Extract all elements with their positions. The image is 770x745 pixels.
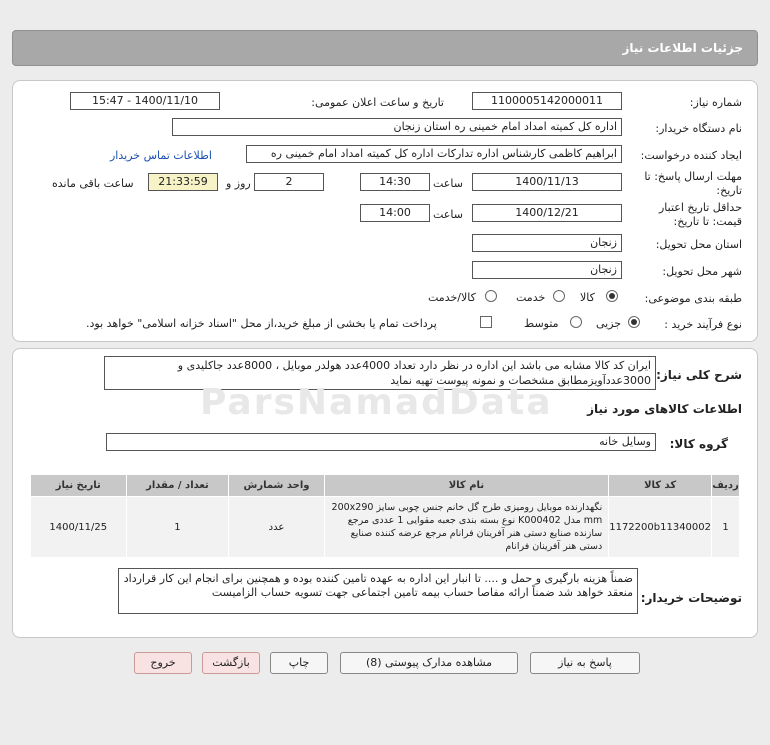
reply-button[interactable]: پاسخ به نیاز xyxy=(530,652,640,674)
category-option-service: خدمت xyxy=(516,291,546,304)
table-header-row xyxy=(31,475,740,497)
delivery-city-field: زنجان xyxy=(472,261,622,279)
col-code: کد کالا xyxy=(609,475,712,497)
delivery-city-label: شهر محل تحویل: xyxy=(662,265,742,278)
page-title: جزئیات اطلاعات نیاز xyxy=(622,41,743,55)
col-unit: واحد شمارش xyxy=(229,475,324,497)
process-option-minor: جزیی xyxy=(596,317,622,330)
category-label: طبقه بندی موضوعی: xyxy=(644,292,742,305)
deadline-date-field: 1400/11/13 xyxy=(472,173,622,191)
col-row: ردیف xyxy=(712,475,740,497)
cell-code: 1172200b11340002 xyxy=(609,497,712,558)
goods-group-field: وسایل خانه xyxy=(106,433,656,451)
need-number-field: 1100005142000011 xyxy=(472,92,622,110)
need-number-label: شماره نیاز: xyxy=(689,96,742,109)
col-name: نام کالا xyxy=(324,475,609,497)
view-attachments-button[interactable]: مشاهده مدارک پیوستی (8) xyxy=(340,652,518,674)
deadline-time-field: 14:30 xyxy=(360,173,430,191)
buyer-org-field: اداره کل کمیته امداد امام خمینی ره استان زنجان xyxy=(172,118,622,136)
cell-unit: عدد xyxy=(229,497,324,558)
deadline-days-label: روز و xyxy=(226,177,251,190)
validity-label-1: حداقل تاریخ اعتبار xyxy=(658,201,742,214)
goods-table xyxy=(30,474,740,558)
cell-row: 1 xyxy=(712,497,740,558)
process-radio-minor[interactable] xyxy=(628,316,640,328)
table-row xyxy=(31,497,740,558)
remaining-time-label: ساعت باقی مانده xyxy=(52,177,134,190)
watermark: ParsNamadData xyxy=(200,382,553,423)
process-radio-medium[interactable] xyxy=(570,316,582,328)
back-button[interactable]: بازگشت xyxy=(202,652,260,674)
category-radio-goods-service[interactable] xyxy=(485,290,497,302)
requester-field: ابراهیم کاظمی کارشناس اداره تداركات اداره کل کمیته امداد امام خمینی ره xyxy=(246,145,622,163)
purchase-process-label: نوع فرآیند خرید : xyxy=(664,318,742,331)
print-button[interactable]: چاپ xyxy=(270,652,328,674)
goods-info-title: اطلاعات کالاهای مورد نیاز xyxy=(587,402,742,416)
treasury-payment-note: پرداخت تمام یا بخشی از مبلغ خرید،از محل "اسناد خزانه اسلامی" خواهد بود. xyxy=(86,317,437,330)
validity-time-label: ساعت xyxy=(433,208,463,221)
buyer-notes-label: توضیحات خریدار: xyxy=(640,591,742,605)
validity-time-field: 14:00 xyxy=(360,204,430,222)
announce-date-label: تاریخ و ساعت اعلان عمومی: xyxy=(311,96,444,109)
deadline-days-field: 2 xyxy=(254,173,324,191)
page-header xyxy=(12,30,758,66)
category-option-goods: کالا xyxy=(580,291,595,304)
remaining-time-field: 21:33:59 xyxy=(148,173,218,191)
general-desc-field: ایران کد کالا مشابه می باشد این اداره در نظر دارد تعداد 4000عدد هولدر موبایل ، 8000عدد جاکلیدی و 3000عددآویزمطابق مشخصات و نمونه پیوست تهیه نماید xyxy=(104,356,656,390)
cell-qty: 1 xyxy=(126,497,229,558)
requester-label: ایجاد کننده درخواست: xyxy=(640,149,742,162)
delivery-province-label: استان محل تحویل: xyxy=(655,238,742,251)
goods-group-label: گروه کالا: xyxy=(669,437,728,451)
validity-label-2: قیمت: تا تاریخ: xyxy=(673,215,742,228)
announce-date-field: 1400/11/10 - 15:47 xyxy=(70,92,220,110)
process-option-medium: متوسط xyxy=(524,317,559,330)
delivery-province-field: زنجان xyxy=(472,234,622,252)
buyer-contact-link[interactable]: اطلاعات تماس خریدار xyxy=(110,149,212,162)
treasury-payment-checkbox[interactable] xyxy=(480,316,492,328)
cell-name: نگهدارنده موبایل رومیزی طرح گل خانم جنس چوبی سایز 200x290 mm مدل K000402 نوع بسته بندی جعبه مقوایی 1 عددی مرجع سازنده صنایع دستی هنر آفرینان فرانام مرجع عرضه کننده صنایع دستی هنر آفرینان فرانام xyxy=(324,497,609,558)
general-desc-label: شرح کلی نیاز: xyxy=(656,368,742,382)
deadline-label-2: تاریخ: xyxy=(716,184,742,197)
col-date: تاریخ نیاز xyxy=(31,475,127,497)
buyer-org-label: نام دستگاه خریدار: xyxy=(655,122,742,135)
category-radio-service[interactable] xyxy=(553,290,565,302)
exit-button[interactable]: خروج xyxy=(134,652,192,674)
buyer-notes-field: ضمناً هزینه بارگیری و حمل و .... تا انبار این اداره به عهده تامین کننده بوده و همچنین برای انجام این کار قرارداد منعقد خواهد شد ضمناً ارائه مفاصا حساب بیمه تامین اجتماعی جهت تسویه حساب الزامیست xyxy=(118,568,638,614)
deadline-label-1: مهلت ارسال پاسخ: تا xyxy=(644,170,742,183)
validity-date-field: 1400/12/21 xyxy=(472,204,622,222)
cell-date: 1400/11/25 xyxy=(31,497,127,558)
category-radio-goods[interactable] xyxy=(606,290,618,302)
col-qty: تعداد / مقدار xyxy=(126,475,229,497)
category-option-goods-service: کالا/خدمت xyxy=(428,291,476,304)
deadline-time-label: ساعت xyxy=(433,177,463,190)
